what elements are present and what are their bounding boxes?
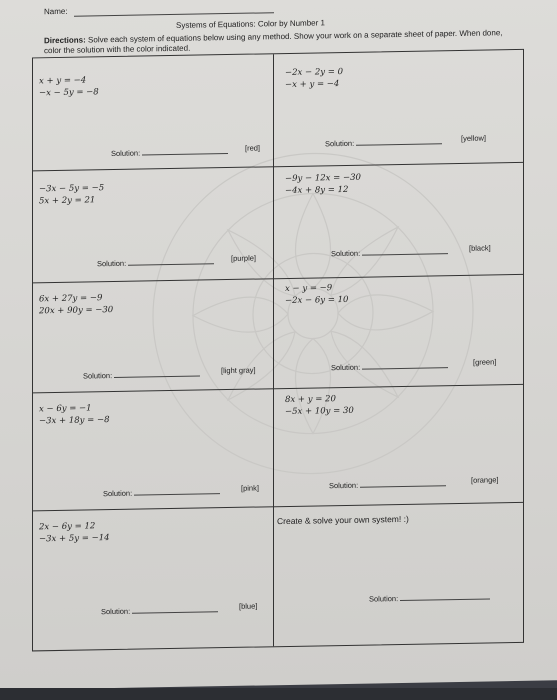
color-label: [yellow] xyxy=(461,133,487,143)
worksheet-title: Systems of Equations: Color by Number 1 xyxy=(176,18,325,30)
solution-blank[interactable] xyxy=(134,486,220,496)
solution-blank[interactable] xyxy=(400,591,490,601)
color-label: [black] xyxy=(469,243,491,253)
solution-field[interactable] xyxy=(329,478,446,490)
solution-label: Solution: xyxy=(111,148,141,159)
equation: −3x + 18y = −8 xyxy=(39,415,110,427)
date-label xyxy=(308,0,325,2)
color-label: [red] xyxy=(245,143,261,153)
solution-field[interactable] xyxy=(97,256,214,268)
equation: −x − 5y = −8 xyxy=(39,87,99,99)
color-label: [pink] xyxy=(241,483,259,493)
solution-label: Solution: xyxy=(329,480,359,491)
equation: −2x − 2y = 0 xyxy=(285,67,343,79)
solution-field[interactable] xyxy=(369,591,490,603)
equation: 2x − 6y = 12 xyxy=(39,521,96,533)
solution-blank[interactable] xyxy=(132,604,218,614)
color-label: [light gray] xyxy=(221,365,256,376)
color-label: [green] xyxy=(473,357,497,367)
solution-blank[interactable] xyxy=(356,136,442,146)
equation: −5x + 10y = 30 xyxy=(285,405,354,418)
solution-blank[interactable] xyxy=(114,369,200,379)
solution-field[interactable] xyxy=(101,604,218,616)
equation: 8x + y = 20 xyxy=(285,394,336,406)
problem-grid xyxy=(32,49,524,652)
solution-label: Solution: xyxy=(83,371,113,381)
equation: −2x − 6y = 10 xyxy=(285,294,349,307)
color-label: [blue] xyxy=(239,601,258,611)
color-label: [orange] xyxy=(471,475,499,485)
solution-field[interactable] xyxy=(83,369,200,381)
name-blank xyxy=(74,12,274,16)
equation: x − 6y = −1 xyxy=(39,403,92,415)
equation: 5x + 2y = 21 xyxy=(39,195,96,207)
solution-blank[interactable] xyxy=(128,256,214,266)
solution-field[interactable] xyxy=(331,246,448,258)
create-own-prompt: Create & solve your own system! :) xyxy=(277,513,409,527)
solution-label: Solution: xyxy=(97,258,127,269)
equation: −4x + 8y = 12 xyxy=(285,184,349,197)
equation: −9y − 12x = −30 xyxy=(285,172,361,185)
solution-blank[interactable] xyxy=(142,146,228,156)
directions-text: Solve each system of equations below using any method. Show your work on a separate sheet of paper. When done, color the solution with the color indicated. xyxy=(44,28,503,56)
color-label: [purple] xyxy=(231,253,257,263)
equation: x + y = −4 xyxy=(39,75,87,87)
solution-label: Solution: xyxy=(369,594,399,604)
background-edge xyxy=(0,688,557,700)
equation: −3x + 5y = −14 xyxy=(39,533,110,545)
solution-field[interactable] xyxy=(331,360,448,372)
equation: x − y = −9 xyxy=(285,283,333,295)
equation: −3x − 5y = −5 xyxy=(39,183,105,195)
equation: 20x + 90y = −30 xyxy=(39,305,114,317)
solution-label: Solution: xyxy=(101,606,131,617)
grid-divider xyxy=(33,502,523,512)
name-label: Name: xyxy=(44,6,68,17)
solution-blank[interactable] xyxy=(360,478,446,488)
solution-label: Solution: xyxy=(331,248,361,259)
solution-label: Solution: xyxy=(103,488,133,499)
grid-divider-vertical xyxy=(273,54,274,646)
solution-blank[interactable] xyxy=(362,246,448,256)
equation: 6x + 27y = −9 xyxy=(39,293,103,305)
solution-field[interactable] xyxy=(325,136,442,148)
equation: −x + y = −4 xyxy=(285,79,340,91)
solution-label: Solution: xyxy=(331,362,361,373)
solution-field[interactable] xyxy=(103,486,220,498)
solution-field[interactable] xyxy=(111,146,228,158)
directions-label: Directions: xyxy=(44,35,86,46)
solution-label: Solution: xyxy=(325,138,355,149)
solution-blank[interactable] xyxy=(362,360,448,370)
